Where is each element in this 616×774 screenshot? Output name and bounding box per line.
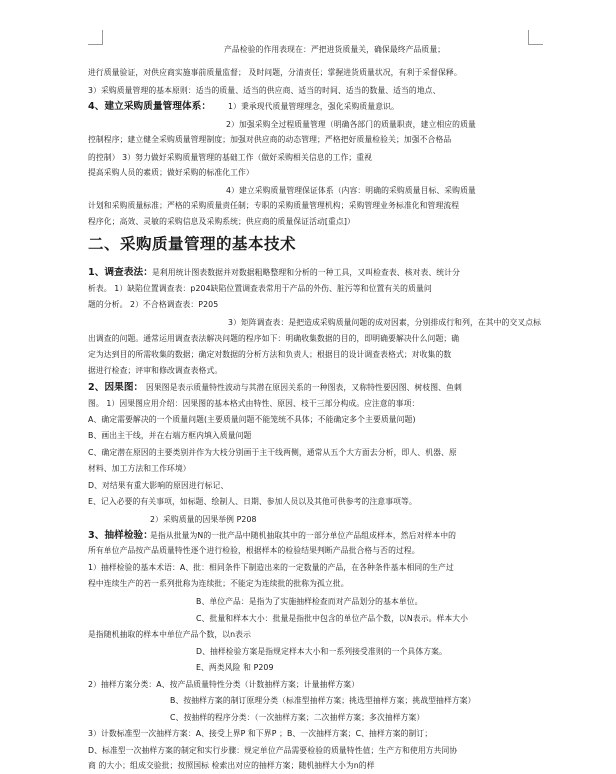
text-line: C、按抽样的程序分类：（一次抽样方案；二次抽样方案；多次抽样方案） xyxy=(170,713,425,722)
text-line: 2）抽样方案分类：A、按产品质量特性分类（计数抽样方案；计量抽样方案） xyxy=(88,680,360,689)
text-line: 1）抽样检验的基本术语：A、批：相同条件下制造出来的一定数量的产品，在各种条件基本相同的生产过 xyxy=(88,563,454,572)
chapter-title: 二、采购质量管理的基本技术 xyxy=(88,234,297,253)
text-line: C、确定潜在原因的主要类别并作为大枝分别画于主干线两侧，通常从五个大方面去分析，即人、机器、原 xyxy=(88,448,457,457)
text-line: 3）矩阵调查表：是把造成采购质量问题的成对因素，分别排成行和列，在其中的交叉点标 xyxy=(228,318,542,327)
text-line: 图。 1）因果图应用介绍：因果图的基本格式由特性、原因、枝干三部分构成。应注意的事项： xyxy=(88,399,420,408)
margin-mark-top-right xyxy=(528,30,543,45)
section-heading: 2、因果图： xyxy=(88,382,144,393)
text-line: 3）采购质量管理的基本原则：适当的质量、适当的供应商、适当的时间、适当的数量、适当的地点、 xyxy=(88,86,441,95)
text-line: 进行质量验证，对供应商实施事前质量监督； 及时问题，分清责任；掌握进货质量状况，有利于采督保释。 xyxy=(88,68,462,77)
text-line: 2）采购质量的因果举例 P208 xyxy=(150,515,257,524)
text-line: 析表。 1）缺陷位置调查表：p204缺陷位置调查表常用于产品的外伤、脏污等和位置有关的质量问 xyxy=(88,284,432,293)
section-heading: 1、调查表法： xyxy=(88,267,153,278)
text-line: B、单位产品：是指为了实施抽样检查而对产品划分的基本单位。 xyxy=(196,597,423,606)
text-line: D、对结果有重大影响的原因进行标记、 xyxy=(88,481,229,490)
text-line: 出调查的问题。通常运用调查表法解决问题的程序如下：明确收集数据的目的，即明确要解决什么问题；确 xyxy=(88,334,460,343)
text-line: B、画出主干线，并在右端方框内填入质量问题 xyxy=(88,431,252,440)
text-line: C、批量和样本大小：批量是指批中包含的单位产品个数，以N表示。样本大小 xyxy=(196,614,469,623)
text-line: 所有单位产品按产品质量特性逐个进行检验，根据样本的检验结果判断产品批合格与否的过程。 xyxy=(88,546,420,555)
text-line: B、按抽样方案的制订原理分类（标准型抽样方案；挑选型抽样方案；挑战型抽样方案） xyxy=(170,696,476,705)
text-line: 计划和采购质量标准；严格的采购质量责任制；专职的采购质量管理机构；采购管理业务标准化和管理流程 xyxy=(88,201,460,210)
text-line: 程中连续生产的若一系列批称为连续批；不能定为连续批的批称为孤立批。 xyxy=(88,579,349,588)
text-line: 是指从批量为N的一批产品中随机抽取其中的一部分单位产品组成样本，然后对样本中的 xyxy=(150,531,457,540)
text-line: 3）计数标准型一次抽样方案：A、接受上界P 和下界P ；B、一次抽样方案；C、抽样方案的制订； xyxy=(88,729,433,738)
text-line: 控制程序；建立健全采购质量管理制度；加强对供应商的动态管理；严格把好质量检验关；加强不合格品 xyxy=(88,135,452,144)
text-line: 材料、加工方法和工作环境） xyxy=(88,464,191,473)
text-line: 定为达到目的所需收集的数据；确定对数据的分析方法和负责人；根据目的设计调查表格式；对收集的数 xyxy=(88,350,452,359)
text-line: 是利用统计图表数据并对数据粗略整理和分析的一种工具，又叫检查表、核对表、统计分 xyxy=(152,268,460,277)
text-line: 2）加强采购全过程质量管理（明确各部门的质量职责，建立相应的质量 xyxy=(226,120,476,129)
section-heading: 4、建立采购质量管理体系： xyxy=(88,101,212,112)
text-line: 产品检验的作用表现在：严把进货质量关，确保最终产品质量； xyxy=(224,45,446,54)
text-line: 商 的大小；组成交验批；按照国标 检索出对应的抽样方案；随机抽样大小为n的样 xyxy=(88,761,375,770)
text-line: D、抽样检验方案是指规定样本大小和一系列接受准则的一个具体方案。 xyxy=(196,647,447,656)
text-line: D、标准型一次抽样方案的制定和实行步骤：规定单位产品需要检验的质量特性值；生产方和使用方共同协 xyxy=(88,746,458,755)
text-line: E、记入必要的有关事项，如标题、绘制人、日期、参加人员以及其他可供参考的注意事项等。 xyxy=(88,497,417,506)
text-line: E、两类风险 和 P209 xyxy=(196,663,274,672)
text-line: 因果图是表示质量特性波动与其潜在原因关系的一种图表，又称特性要因图、树枝图、鱼刺 xyxy=(146,383,462,392)
text-line: 是指随机抽取的样本中单位产品个数，以n表示 xyxy=(88,630,251,639)
text-line: A、确定需要解决的一个质量问题(主要质量问题不能笼统不具体；不能确定多个主要质量问题) xyxy=(88,415,416,424)
text-line: 提高采购人员的素质；做好采购的标准化工作） xyxy=(88,168,254,177)
section-heading: 3、抽样检验： xyxy=(88,530,153,541)
text-line: 据进行检查；评审和修改调查表格式。 xyxy=(88,366,223,375)
text-line: 1）秉承现代质量管理理念，强化采购质量意识。 xyxy=(228,102,399,111)
text-line: 的控制） 3）努力做好采购质量管理的基础工作（做好采购相关信息的工作；重视 xyxy=(88,153,373,162)
text-line: 程序化；高效、灵敏的采购信息及采购系统；供应商的质量保证活动[重点]） xyxy=(88,217,355,226)
text-line: 4）建立采购质量管理保证体系（内容：明确的采购质量目标、采购质量 xyxy=(226,186,476,195)
margin-mark-top-left xyxy=(88,30,103,45)
text-line: 题的分析。 2）不合格调查表：P205 xyxy=(88,300,219,309)
